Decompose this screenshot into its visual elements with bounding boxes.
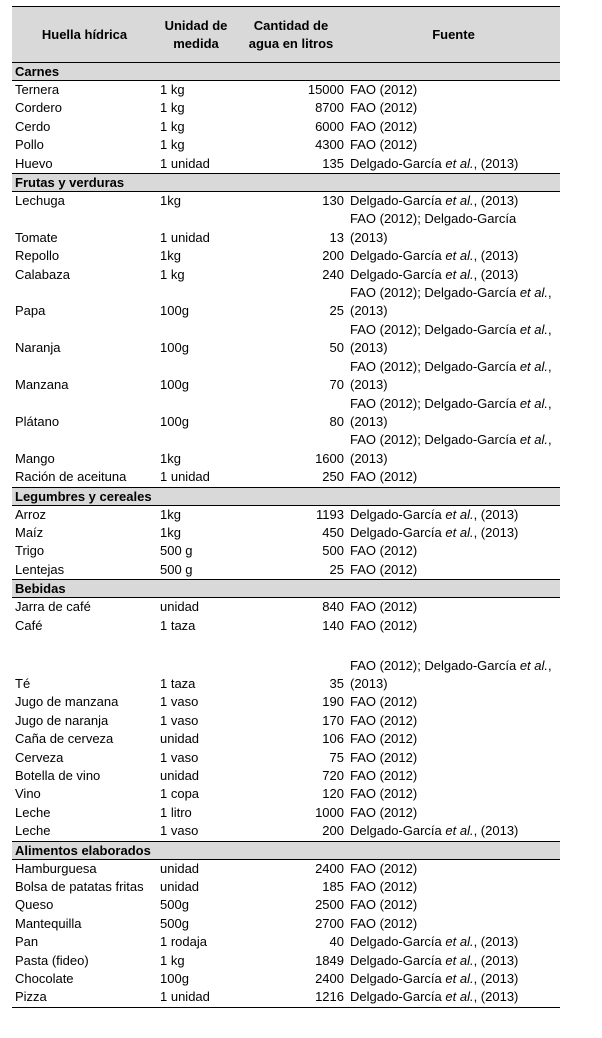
liters-cell: 240: [322, 266, 344, 282]
source-text: , (2013): [350, 321, 552, 356]
table-row: [12, 730, 560, 748]
source-italic-text: et al.: [445, 155, 474, 171]
unit-cell: 1 vaso: [160, 749, 199, 765]
water-footprint-table: [12, 6, 560, 1010]
source-text: FAO (2012); Delgado-García: [350, 285, 520, 301]
liters-cell: 2400: [315, 860, 344, 876]
item-cell: Botella de vino: [15, 768, 101, 783]
liters-cell: 840: [322, 599, 344, 615]
liters-cell: 450: [322, 524, 344, 540]
table-row: [12, 192, 560, 211]
liters-cell: 170: [322, 712, 344, 728]
item-cell: Cordero: [15, 100, 62, 116]
source-cell: [347, 99, 560, 117]
item-cell: Tomate: [15, 229, 58, 245]
item-cell: Ración de aceituna: [15, 469, 127, 485]
unit-cell: 1 vaso: [160, 694, 199, 710]
liters-cell: 1216: [315, 989, 344, 1005]
source-text: Delgado-García: [350, 506, 446, 522]
section-row: [12, 63, 560, 81]
source-italic-text: et al.: [445, 989, 474, 1005]
unit-cell: 100g: [160, 971, 189, 987]
table-row: [12, 136, 560, 154]
source-text: Delgado-García: [350, 248, 446, 264]
header-liters: Cantidad de agua en litros: [235, 7, 347, 63]
source-cell: [347, 878, 560, 896]
table-row: [12, 970, 560, 988]
table-row: [12, 988, 560, 1007]
source-italic-text: et al.: [519, 358, 548, 374]
source-text: , (2013): [350, 285, 552, 319]
source-text: FAO (2012); Delgado-García: [350, 358, 520, 374]
table-row: [12, 284, 560, 321]
unit-cell: unidad: [160, 731, 200, 747]
item-cell: Leche: [15, 804, 51, 820]
liters-cell: 185: [322, 879, 344, 895]
unit-cell: 1 unidad: [160, 229, 210, 245]
table-bottom-rule: [12, 1007, 560, 1010]
section-row: [12, 487, 560, 505]
source-text: , (2013): [350, 358, 552, 393]
source-text: FAO (2012); Delgado-García: [350, 395, 520, 411]
source-cell: [347, 358, 560, 395]
item-cell: Lechuga: [15, 193, 65, 209]
source-italic-text: et al.: [445, 524, 474, 540]
unit-cell: 1 kg: [160, 266, 185, 282]
unit-cell: 100g: [160, 303, 189, 319]
liters-cell: 190: [322, 694, 344, 710]
source-text: FAO (2012); Delgado-García: [350, 432, 520, 448]
source-cell: [347, 804, 560, 822]
source-cell: [347, 896, 560, 914]
source-text: Delgado-García: [350, 952, 446, 968]
liters-cell: 500: [322, 543, 344, 559]
source-text: FAO (2012): [350, 731, 418, 747]
unit-cell: 1 kg: [160, 100, 185, 116]
item-cell: Pizza: [15, 989, 47, 1005]
item-cell: Arroz: [15, 506, 47, 522]
liters-cell: 106: [322, 731, 344, 747]
source-text: Delgado-García: [350, 989, 446, 1005]
item-cell: Huevo: [15, 155, 53, 171]
source-italic-text: et al.: [445, 934, 474, 950]
unit-cell: 100g: [160, 340, 189, 356]
item-cell: Lentejas: [15, 561, 65, 577]
source-cell: [347, 431, 560, 468]
source-italic-text: et al.: [445, 506, 474, 522]
source-text: FAO (2012): [350, 599, 418, 615]
source-text: FAO (2012): [350, 100, 418, 116]
table-row: [12, 431, 560, 468]
item-cell: Manzana: [15, 377, 69, 393]
source-text: FAO (2012): [350, 712, 418, 728]
item-cell: Hamburguesa: [15, 860, 97, 876]
table-row: [12, 81, 560, 100]
water-footprint-table-container: [12, 6, 560, 1010]
source-text: , (2013): [473, 155, 519, 171]
table-row: [12, 657, 560, 694]
table-row: [12, 598, 560, 617]
source-text: , (2013): [350, 395, 552, 429]
source-text: , (2013): [350, 432, 552, 466]
table-row: [12, 210, 560, 247]
table-row: [12, 878, 560, 896]
source-text: Delgado-García: [350, 971, 446, 987]
source-cell: [347, 136, 560, 154]
unit-cell: 1 copa: [160, 786, 200, 802]
table-body: [12, 63, 560, 1008]
unit-cell: 1 vaso: [160, 712, 199, 728]
liters-cell: 80: [329, 413, 344, 429]
liters-cell: 200: [322, 823, 344, 839]
unit-cell: 1 kg: [160, 82, 185, 97]
source-text: , (2013): [473, 952, 519, 968]
table-row: [12, 804, 560, 822]
item-cell: Jarra de café: [15, 599, 91, 615]
item-cell: Pasta (fideo): [15, 952, 89, 968]
item-cell: Mango: [15, 450, 55, 466]
liters-cell: 15000: [307, 82, 344, 97]
table-row: [12, 505, 560, 524]
source-text: , (2013): [473, 506, 519, 522]
item-cell: Mantequilla: [15, 915, 82, 931]
table-row: [12, 749, 560, 767]
source-cell: [347, 505, 560, 524]
item-cell: Jugo de manzana: [15, 694, 119, 710]
source-italic-text: et al.: [445, 248, 474, 264]
unit-cell: 500 g: [160, 543, 193, 559]
source-text: Delgado-García: [350, 524, 446, 540]
table-row: [12, 712, 560, 730]
unit-cell: unidad: [160, 768, 200, 783]
source-cell: [347, 822, 560, 841]
liters-cell: 250: [322, 469, 344, 485]
table-row: [12, 896, 560, 914]
item-cell: Bolsa de patatas fritas: [15, 879, 144, 895]
source-text: , (2013): [473, 266, 519, 282]
source-text: Delgado-García: [350, 193, 446, 209]
item-cell: Leche: [15, 823, 51, 839]
source-text: FAO (2012): [350, 82, 418, 97]
table-row: [12, 395, 560, 432]
source-text: FAO (2012); Delgado-García: [350, 321, 520, 337]
unit-cell: 1 kg: [160, 118, 185, 134]
source-cell: [347, 321, 560, 358]
unit-cell: 1 rodaja: [160, 934, 207, 950]
item-cell: Cerveza: [15, 749, 64, 765]
source-cell: [347, 155, 560, 174]
table-row: [12, 822, 560, 841]
source-text: FAO (2012): [350, 137, 418, 153]
source-text: , (2013): [473, 823, 519, 839]
table-row: [12, 785, 560, 803]
source-text: FAO (2012): [350, 860, 418, 876]
source-cell: [347, 598, 560, 617]
section-title: Alimentos elaborados: [12, 841, 560, 859]
item-cell: Café: [15, 617, 43, 633]
item-cell: Naranja: [15, 340, 61, 356]
source-text: Delgado-García: [350, 823, 446, 839]
liters-cell: 8700: [315, 100, 344, 116]
source-text: , (2013): [473, 989, 519, 1005]
unit-cell: 1 kg: [160, 137, 185, 153]
unit-cell: 1 taza: [160, 675, 196, 691]
source-text: , (2013): [473, 971, 519, 987]
source-text: FAO (2012): [350, 749, 418, 765]
source-cell: [347, 657, 560, 694]
source-italic-text: et al.: [445, 266, 474, 282]
item-cell: Ternera: [15, 82, 60, 97]
source-text: Delgado-García: [350, 155, 446, 171]
source-italic-text: et al.: [445, 952, 474, 968]
source-text: FAO (2012); Delgado-García (2013): [350, 211, 517, 245]
unit-cell: unidad: [160, 860, 200, 876]
source-italic-text: et al.: [519, 657, 548, 673]
liters-cell: 13: [329, 229, 344, 245]
table-row: [12, 617, 560, 657]
item-cell: Caña de cerveza: [15, 731, 114, 747]
table-row: [12, 321, 560, 358]
liters-cell: 140: [322, 617, 344, 633]
item-cell: Pan: [15, 934, 39, 950]
item-cell: Vino: [15, 786, 41, 802]
source-cell: [347, 915, 560, 933]
item-cell: Papa: [15, 303, 46, 319]
liters-cell: 4300: [315, 137, 344, 153]
source-text: FAO (2012): [350, 915, 418, 931]
source-text: FAO (2012): [350, 617, 418, 633]
item-cell: Té: [15, 675, 31, 691]
unit-cell: 1 unidad: [160, 469, 210, 485]
source-text: , (2013): [350, 657, 552, 691]
unit-cell: 1 unidad: [160, 989, 210, 1005]
section-title: Legumbres y cereales: [12, 487, 560, 505]
section-title: Bebidas: [12, 580, 560, 598]
liters-cell: 120: [322, 786, 344, 802]
source-text: , (2013): [473, 248, 519, 264]
header-source: Fuente: [347, 7, 560, 63]
liters-cell: 1193: [316, 506, 344, 522]
source-cell: [347, 693, 560, 711]
source-text: FAO (2012): [350, 694, 418, 710]
source-cell: [347, 617, 560, 657]
source-cell: [347, 542, 560, 560]
unit-cell: 500 g: [160, 561, 193, 577]
liters-cell: 720: [322, 768, 344, 783]
unit-cell: 1 taza: [160, 617, 196, 633]
table-row: [12, 561, 560, 580]
source-text: FAO (2012): [350, 897, 418, 913]
source-cell: [347, 712, 560, 730]
unit-cell: 100g: [160, 413, 189, 429]
source-text: FAO (2012): [350, 543, 418, 559]
table-header: [12, 7, 560, 63]
source-text: FAO (2012): [350, 469, 418, 485]
source-text: FAO (2012): [350, 768, 418, 783]
unit-cell: unidad: [160, 879, 200, 895]
source-cell: [347, 468, 560, 487]
unit-cell: 500g: [160, 915, 189, 931]
unit-cell: 1 kg: [160, 952, 185, 968]
source-cell: [347, 952, 560, 970]
item-cell: Chocolate: [15, 971, 74, 987]
source-cell: [347, 933, 560, 951]
liters-cell: 6000: [315, 118, 344, 134]
item-cell: Maíz: [15, 524, 44, 540]
table-row: [12, 266, 560, 284]
liters-cell: 2400: [315, 971, 344, 987]
unit-cell: 100g: [160, 377, 189, 393]
header-item: Huella hídrica: [12, 7, 157, 63]
source-cell: [347, 859, 560, 878]
source-cell: [347, 395, 560, 432]
liters-cell: 40: [329, 934, 344, 950]
liters-cell: 25: [329, 303, 344, 319]
source-text: FAO (2012): [350, 804, 418, 820]
source-text: , (2013): [473, 934, 519, 950]
item-cell: Plátano: [15, 413, 60, 429]
source-italic-text: et al.: [445, 823, 474, 839]
source-cell: [347, 749, 560, 767]
liters-cell: 135: [322, 155, 344, 171]
table-row: [12, 247, 560, 265]
source-cell: [347, 81, 560, 100]
source-cell: [347, 524, 560, 542]
item-cell: Cerdo: [15, 118, 51, 134]
table-row: [12, 933, 560, 951]
source-italic-text: et al.: [519, 321, 548, 337]
source-cell: [347, 118, 560, 136]
liters-cell: 1849: [315, 952, 344, 968]
item-cell: Calabaza: [15, 266, 70, 282]
unit-cell: 1 litro: [160, 804, 192, 820]
liters-cell: 2700: [315, 915, 344, 931]
source-cell: [347, 192, 560, 211]
table-row: [12, 118, 560, 136]
table-row: [12, 524, 560, 542]
liters-cell: 50: [329, 340, 344, 356]
source-text: FAO (2012): [350, 786, 418, 802]
unit-cell: 1 vaso: [160, 823, 199, 839]
table-row: [12, 542, 560, 560]
table-row: [12, 952, 560, 970]
source-text: , (2013): [473, 524, 519, 540]
unit-cell: 1kg: [160, 248, 181, 264]
item-cell: Repollo: [15, 248, 60, 264]
section-row: [12, 841, 560, 859]
liters-cell: 130: [322, 193, 344, 209]
source-italic-text: et al.: [519, 285, 548, 301]
item-cell: Queso: [15, 897, 54, 913]
item-cell: Pollo: [15, 137, 44, 153]
source-cell: [347, 266, 560, 284]
liters-cell: 25: [329, 561, 344, 577]
source-cell: [347, 988, 560, 1007]
source-cell: [347, 785, 560, 803]
table-row: [12, 99, 560, 117]
table-row: [12, 767, 560, 785]
source-italic-text: et al.: [519, 395, 548, 411]
table-row: [12, 468, 560, 487]
source-text: FAO (2012): [350, 118, 418, 134]
unit-cell: unidad: [160, 599, 200, 615]
liters-cell: 200: [322, 248, 344, 264]
table-row: [12, 859, 560, 878]
source-cell: [347, 210, 560, 247]
table-row: [12, 915, 560, 933]
section-row: [12, 174, 560, 192]
table-row: [12, 693, 560, 711]
unit-cell: 1kg: [160, 450, 181, 466]
section-title: Frutas y verduras: [12, 174, 560, 192]
source-cell: [347, 970, 560, 988]
source-text: Delgado-García: [350, 266, 446, 282]
source-italic-text: et al.: [519, 432, 548, 448]
source-cell: [347, 730, 560, 748]
source-italic-text: et al.: [445, 193, 474, 209]
source-cell: [347, 561, 560, 580]
section-title: Carnes: [12, 63, 560, 81]
source-text: , (2013): [473, 193, 519, 209]
section-row: [12, 580, 560, 598]
unit-cell: 1kg: [160, 193, 181, 209]
item-cell: Trigo: [15, 543, 45, 559]
liters-cell: 70: [329, 377, 344, 393]
source-cell: [347, 247, 560, 265]
item-cell: Jugo de naranja: [15, 712, 109, 728]
source-cell: [347, 284, 560, 321]
liters-cell: 35: [329, 675, 344, 691]
source-text: FAO (2012); Delgado-García: [350, 657, 520, 673]
liters-cell: 75: [329, 749, 344, 765]
liters-cell: 2500: [315, 897, 344, 913]
table-row: [12, 358, 560, 395]
source-italic-text: et al.: [445, 971, 474, 987]
liters-cell: 1600: [315, 450, 344, 466]
unit-cell: 1kg: [160, 506, 181, 522]
liters-cell: 1000: [315, 804, 344, 820]
source-text: FAO (2012): [350, 879, 418, 895]
source-text: FAO (2012): [350, 561, 418, 577]
unit-cell: 1 unidad: [160, 155, 210, 171]
source-text: Delgado-García: [350, 934, 446, 950]
unit-cell: 1kg: [160, 524, 181, 540]
header-unit: Unidad de medida: [157, 7, 235, 63]
unit-cell: 500g: [160, 897, 189, 913]
table-row: [12, 155, 560, 174]
source-cell: [347, 767, 560, 785]
